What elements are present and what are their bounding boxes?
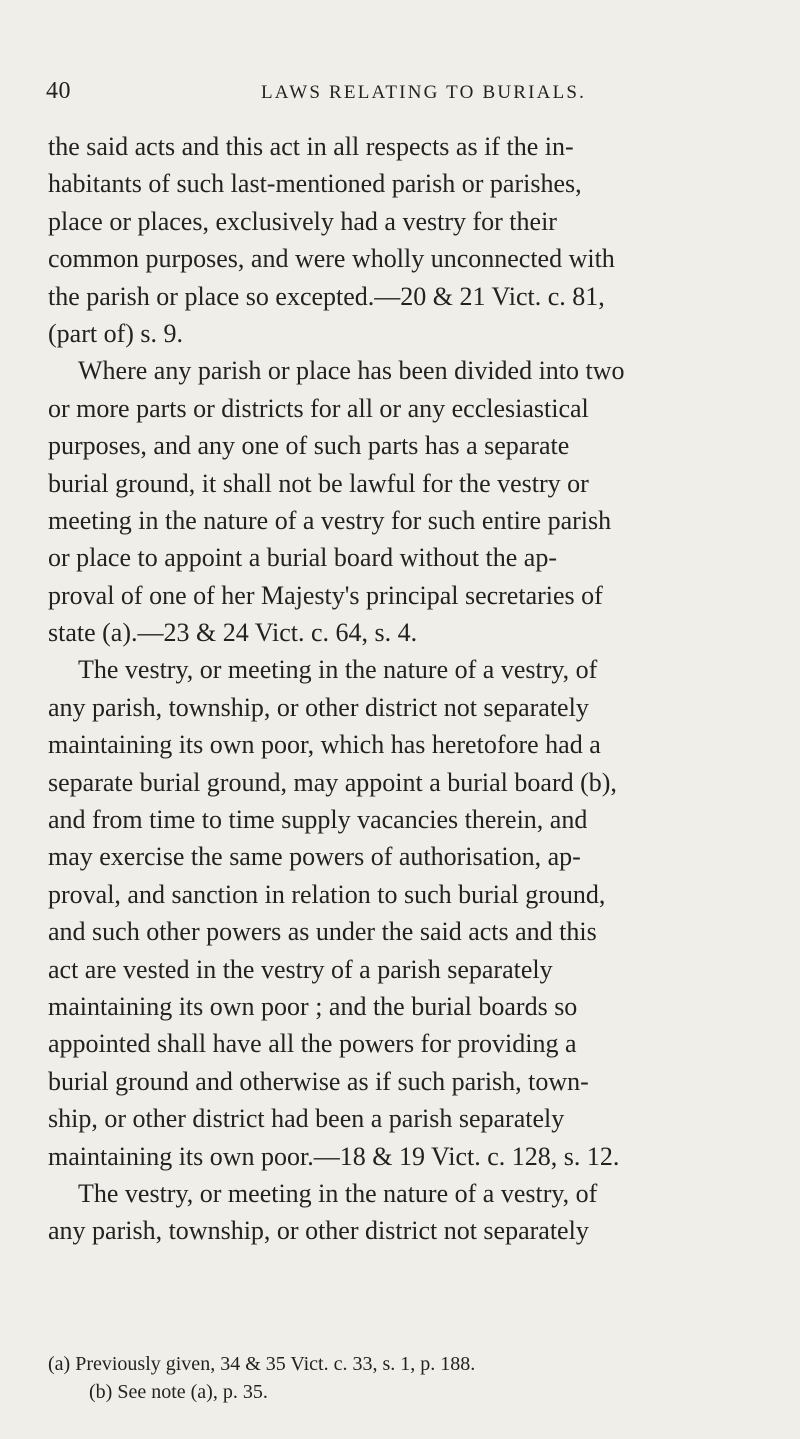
text-line: and such other powers as under the said acts and this xyxy=(48,917,597,947)
text-line: ship, or other district had been a parish separately xyxy=(48,1104,565,1134)
text-line: habitants of such last-mentioned parish or parishes, xyxy=(48,169,582,199)
text-line: (part of) s. 9. xyxy=(48,318,184,348)
text-line: or more parts or districts for all or any ecclesiastical xyxy=(48,393,589,423)
text-line: proval of one of her Majesty's principal secretaries of xyxy=(48,580,603,610)
text-line: maintaining its own poor, which has heretofore had a xyxy=(48,730,601,760)
text-line: appointed shall have all the powers for providing a xyxy=(48,1029,577,1059)
footnote-a: (a) Previously given, 34 & 35 Vict. c. 33, s. 1, p. 188. xyxy=(48,1353,476,1375)
text-line: may exercise the same powers of authorisation, ap- xyxy=(48,842,581,872)
text-line: separate burial ground, may appoint a burial board (b), xyxy=(48,767,617,797)
running-head: LAWS RELATING TO BURIALS. xyxy=(261,82,587,103)
text-line: the parish or place so excepted.—20 & 21 Vict. c. 81, xyxy=(48,281,605,311)
footnotes xyxy=(48,1350,748,1406)
text-line: burial ground, it shall not be lawful for the vestry or xyxy=(48,468,589,498)
text-line: common purposes, and were wholly unconnected with xyxy=(48,244,615,274)
text-line: meeting in the nature of a vestry for such entire parish xyxy=(48,505,612,535)
text-line: proval, and sanction in relation to such burial ground, xyxy=(48,879,606,909)
text-line: the said acts and this act in all respects as if the in- xyxy=(48,132,574,161)
text-line: any parish, township, or other district not separately xyxy=(48,692,589,722)
paragraph-start-line: The vestry, or meeting in the nature of a vestry, of xyxy=(78,1178,598,1208)
text-line: and from time to time supply vacancies therein, and xyxy=(48,805,588,835)
text-line: act are vested in the vestry of a parish separately xyxy=(48,954,553,984)
text-line: purposes, and any one of such parts has a separate xyxy=(48,431,570,461)
body-text xyxy=(48,128,748,1250)
text-line: state (a).—23 & 24 Vict. c. 64, s. 4. xyxy=(48,618,418,648)
text-line: maintaining its own poor ; and the burial boards so xyxy=(48,991,578,1021)
text-line: maintaining its own poor.—18 & 19 Vict. c. 128, s. 12. xyxy=(48,1141,620,1171)
text-line: burial ground and otherwise as if such parish, town- xyxy=(48,1066,589,1096)
paragraph-start-line: Where any parish or place has been divided into two xyxy=(78,356,625,386)
footnote-b: (b) See note (a), p. 35. xyxy=(89,1381,268,1403)
text-line: place or places, exclusively had a vestry for their xyxy=(48,206,557,236)
page-number: 40 xyxy=(46,78,71,104)
text-line: any parish, township, or other district not separately xyxy=(48,1216,589,1246)
paragraph-start-line: The vestry, or meeting in the nature of a vestry, of xyxy=(78,655,598,685)
text-line: or place to appoint a burial board without the ap- xyxy=(48,543,558,573)
page-header xyxy=(46,78,746,108)
